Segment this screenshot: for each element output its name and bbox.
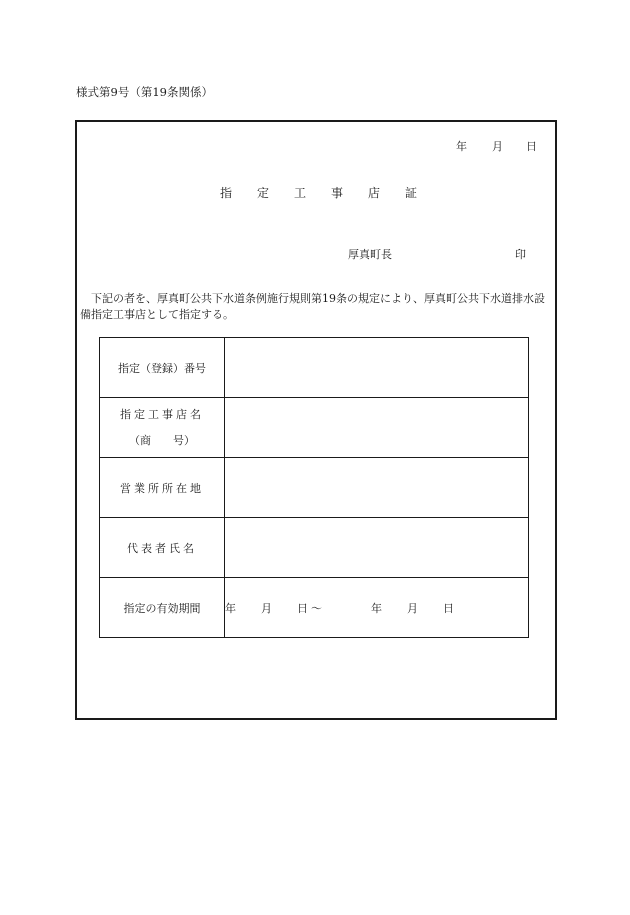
validity-to-day: 日 [443,601,454,615]
title-char: 店 [368,186,381,200]
issue-day-label: 日 [526,140,537,153]
issuer-name: 厚真町長 [348,248,392,261]
table-row [100,578,529,638]
title-char: 指 [220,186,233,200]
title-char: 定 [257,186,270,200]
contractor-name-label [100,398,225,458]
table-row [100,518,529,578]
validity-to-year: 年 [371,601,382,615]
validity-from-year: 年 [225,601,236,615]
table-row [100,458,529,518]
designation-number-label: 指定（登録）番号 [100,338,225,398]
validity-from-month: 月 [261,601,272,615]
contractor-name-field[interactable] [225,398,529,458]
validity-to-month: 月 [407,601,418,615]
trade-name-label: （商 号） [129,433,195,447]
title-char: 工 [294,186,307,200]
designation-number-field[interactable] [225,338,529,398]
certificate-title [220,184,442,201]
contractor-info-table [99,337,529,638]
table-row [100,338,529,398]
office-address-field[interactable] [225,458,529,518]
representative-name-label: 代表者氏名 [100,518,225,578]
validity-period-label: 指定の有効期間 [100,578,225,638]
title-char: 証 [405,186,418,200]
validity-period-field[interactable] [225,578,529,638]
validity-tilde: ～ [311,601,322,615]
validity-from-day: 日 [297,601,308,615]
title-char: 事 [331,186,344,200]
office-address-label: 営業所所在地 [100,458,225,518]
issue-date [456,138,537,154]
table-row [100,398,529,458]
designation-statement: 下記の者を、厚真町公共下水道条例施行規則第19条の規定により、厚真町公共下水道排水設備指定工事店として指定する。 [80,292,545,321]
issue-month-label: 月 [492,140,503,153]
representative-name-field[interactable] [225,518,529,578]
form-number-label: 様式第9号（第19条関係） [76,85,213,99]
issue-year-label: 年 [456,140,467,153]
seal-mark: 印 [515,248,526,261]
contractor-name-label-line1: 指定工事店名 [120,407,204,421]
